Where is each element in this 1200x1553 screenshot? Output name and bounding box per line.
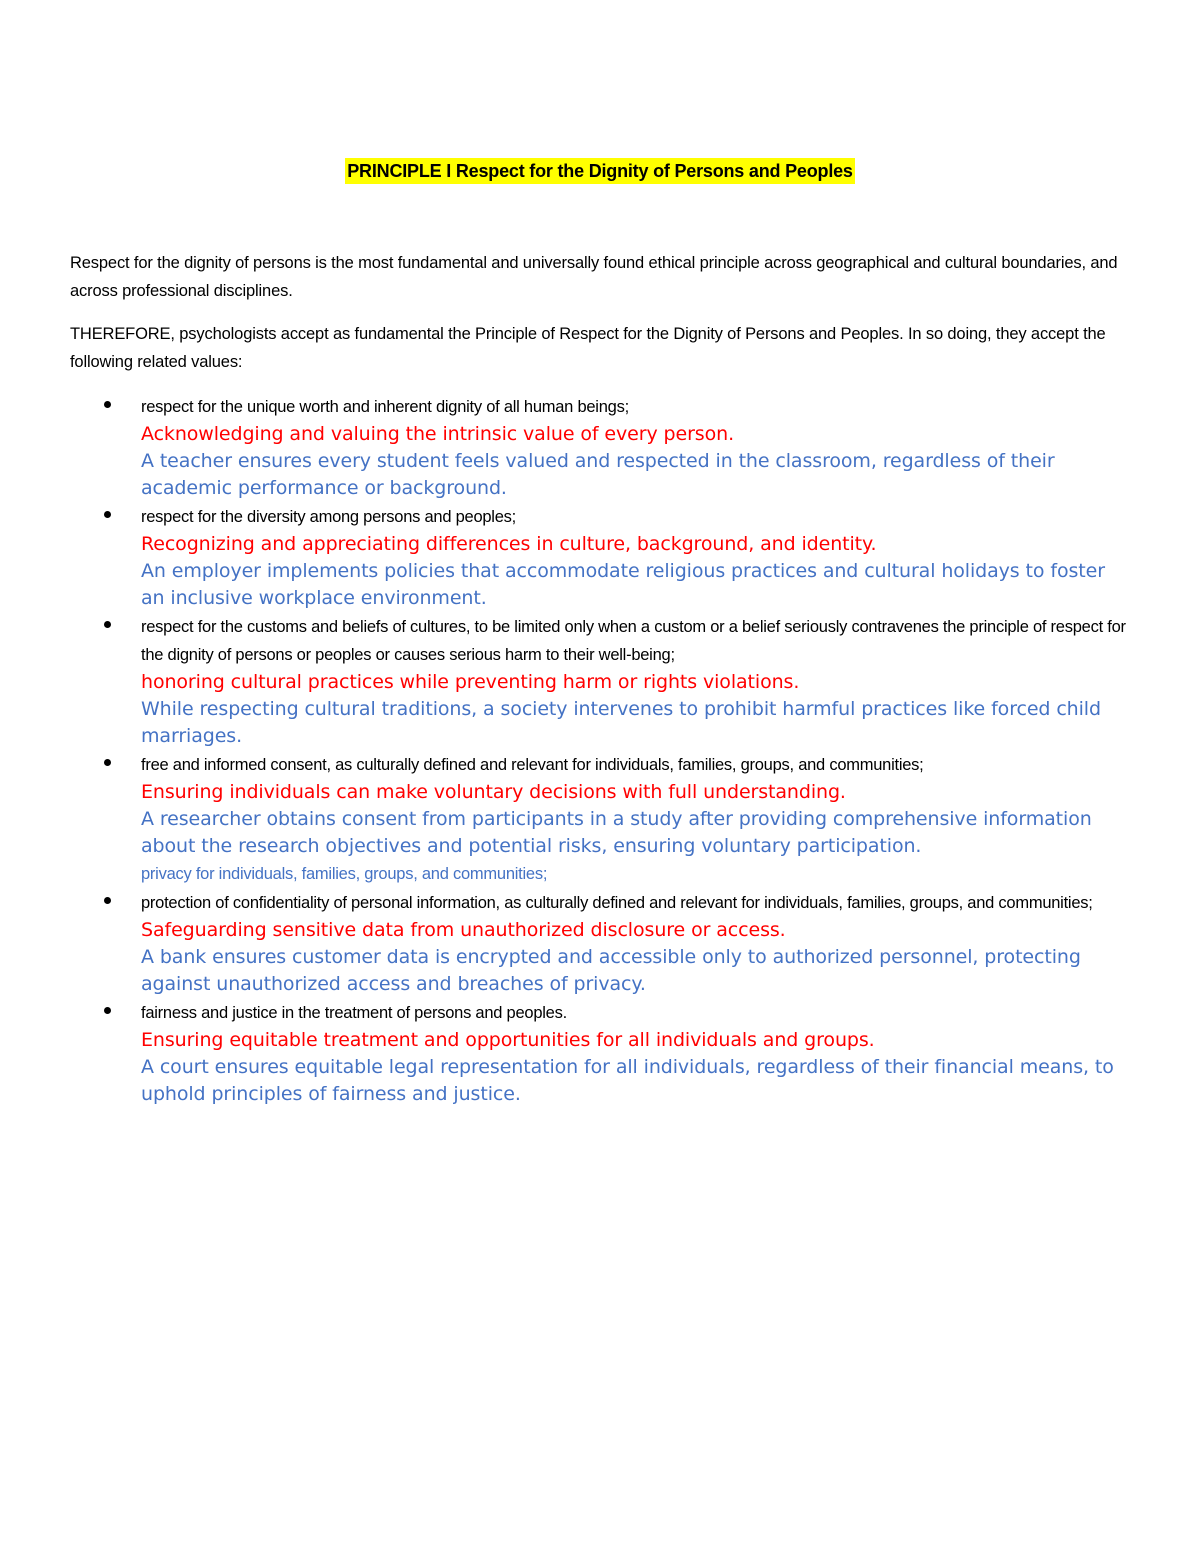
value-item-customs xyxy=(0,613,1131,750)
therefore-paragraph: THEREFORE, psychologists accept as fundamental the Principle of Respect for the Dignity of Persons and Peoples. In so doing, they accept the following related values: xyxy=(70,325,1106,371)
value-text: respect for the unique worth and inherent dignity of all human beings; xyxy=(141,398,629,416)
value-text: respect for the customs and beliefs of cultures, to be limited only when a custom or a belief seriously contravenes the principle of respect for the dignity of persons or peoples or causes serious harm to their well-being; xyxy=(141,618,1126,664)
value-item-worth xyxy=(0,393,1131,502)
bullet-icon xyxy=(104,1007,111,1014)
bullet-icon xyxy=(104,621,111,628)
value-text: protection of confidentiality of personal information, as culturally defined and relevant for individuals, families, groups, and communities; xyxy=(141,894,1093,912)
value-item-fairness xyxy=(0,999,1131,1108)
value-item-diversity xyxy=(0,503,1131,612)
value-item-confidentiality xyxy=(0,889,1131,998)
bullet-icon xyxy=(104,401,111,408)
value-text: free and informed consent, as culturally defined and relevant for individuals, families, groups, and communities; xyxy=(141,756,924,774)
bullet-icon xyxy=(104,897,111,904)
intro-paragraph: Respect for the dignity of persons is the most fundamental and universally found ethical principle across geographical and cultural boundaries, and across professional disciplines. xyxy=(70,254,1118,300)
value-example: A researcher obtains consent from participants in a study after providing comprehensive information about the research objectives and potential risks, ensuring voluntary participation. xyxy=(141,808,1092,857)
value-definition: Ensuring equitable treatment and opportunities for all individuals and groups. xyxy=(141,1029,875,1051)
value-item-consent xyxy=(0,751,1131,888)
value-definition: Acknowledging and valuing the intrinsic value of every person. xyxy=(141,423,735,445)
value-example: While respecting cultural traditions, a society intervenes to prohibit harmful practices like forced child marriages. xyxy=(141,698,1101,747)
value-example: A court ensures equitable legal representation for all individuals, regardless of their financial means, to uphold principles of fairness and justice. xyxy=(141,1056,1114,1105)
value-definition: Safeguarding sensitive data from unauthorized disclosure or access. xyxy=(141,919,786,941)
values-list xyxy=(0,392,1200,1108)
value-example: A teacher ensures every student feels valued and respected in the classroom, regardless of their academic performance or background. xyxy=(141,450,1055,499)
title-container xyxy=(0,158,1200,184)
value-example: A bank ensures customer data is encrypted and accessible only to authorized personnel, protecting against unauthorized access and breaches of privacy. xyxy=(141,946,1081,995)
value-text: fairness and justice in the treatment of persons and peoples. xyxy=(141,1004,567,1022)
value-example: An employer implements policies that accommodate religious practices and cultural holidays to foster an inclusive workplace environment. xyxy=(141,560,1105,609)
value-definition: honoring cultural practices while preventing harm or rights violations. xyxy=(141,671,800,693)
bullet-icon xyxy=(104,759,111,766)
value-text: respect for the diversity among persons and peoples; xyxy=(141,508,516,526)
value-definition: Ensuring individuals can make voluntary decisions with full understanding. xyxy=(141,781,846,803)
privacy-note: privacy for individuals, families, groups, and communities; xyxy=(141,865,548,883)
bullet-icon xyxy=(104,511,111,518)
document-title: PRINCIPLE I Respect for the Dignity of Persons and Peoples xyxy=(345,158,855,184)
value-definition: Recognizing and appreciating differences in culture, background, and identity. xyxy=(141,533,877,555)
